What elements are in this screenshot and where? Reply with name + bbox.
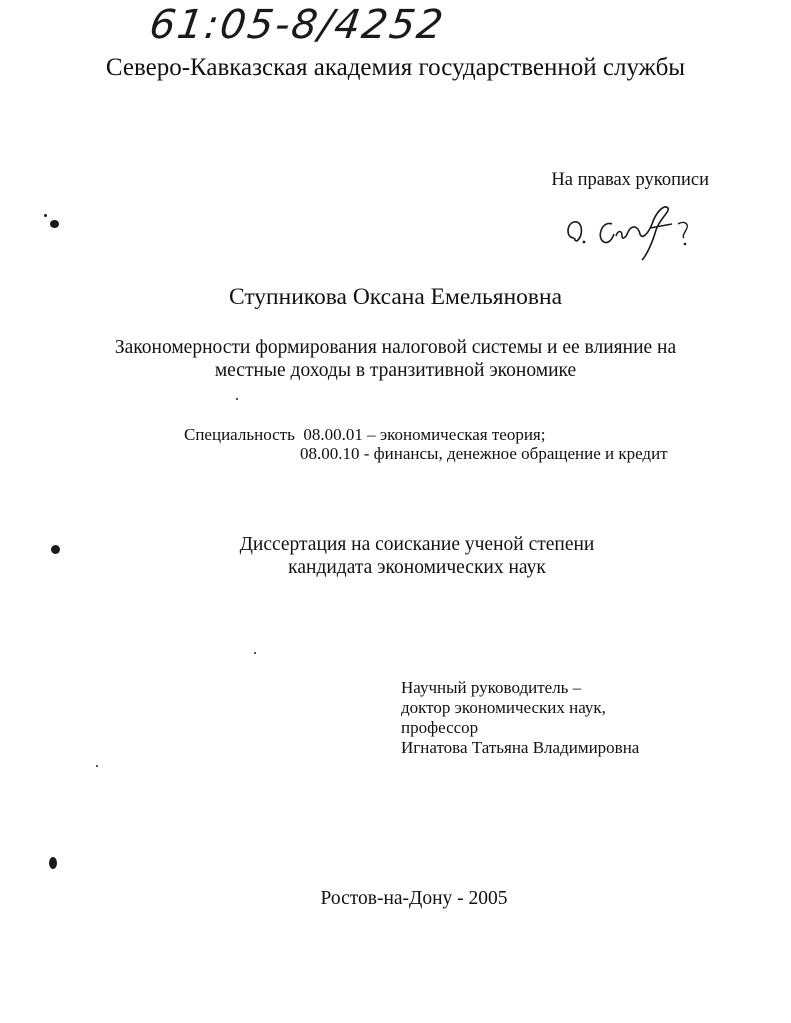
author-name: Ступникова Оксана Емельяновна (228, 284, 563, 310)
scan-speck (96, 765, 98, 767)
specialty-code-1: 08.00.01 – экономическая теория; (303, 425, 546, 444)
specialty-line-1 (184, 425, 545, 445)
advisor-name: Игнатова Татьяна Владимировна (401, 738, 640, 757)
advisor-block (401, 678, 639, 758)
scan-speck (49, 857, 57, 869)
title-line-2: местные доходы в транзитивной экономике (214, 360, 577, 381)
signature-icon (560, 194, 710, 269)
dissertation-title (0, 336, 791, 382)
specialty-label: Специальность (184, 425, 295, 444)
catalog-number: 61:05-8/4252 (146, 2, 448, 48)
scan-speck (44, 214, 47, 217)
scan-speck (236, 398, 238, 400)
scan-speck (50, 220, 59, 228)
title-line-1: Закономерности формирования налоговой системы и ее влияние на (114, 337, 677, 358)
degree-statement (0, 533, 791, 579)
advisor-role: Научный руководитель – (401, 678, 582, 697)
specialty-code-2: 08.00.10 - финансы, денежное обращение и кредит (300, 444, 668, 463)
institution-name: Северо-Кавказская академия государственной службы (105, 54, 686, 81)
degree-line-2: кандидата экономических наук (288, 557, 546, 578)
city-year: Ростов-на-Дону - 2005 (320, 888, 508, 909)
scan-speck (254, 652, 256, 654)
advisor-degree: доктор экономических наук, (401, 698, 606, 717)
advisor-title: профессор (401, 718, 479, 737)
degree-line-1: Диссертация на соискание ученой степени (239, 534, 595, 555)
scan-speck (51, 545, 60, 554)
rights-note: На правах рукописи (551, 170, 709, 190)
